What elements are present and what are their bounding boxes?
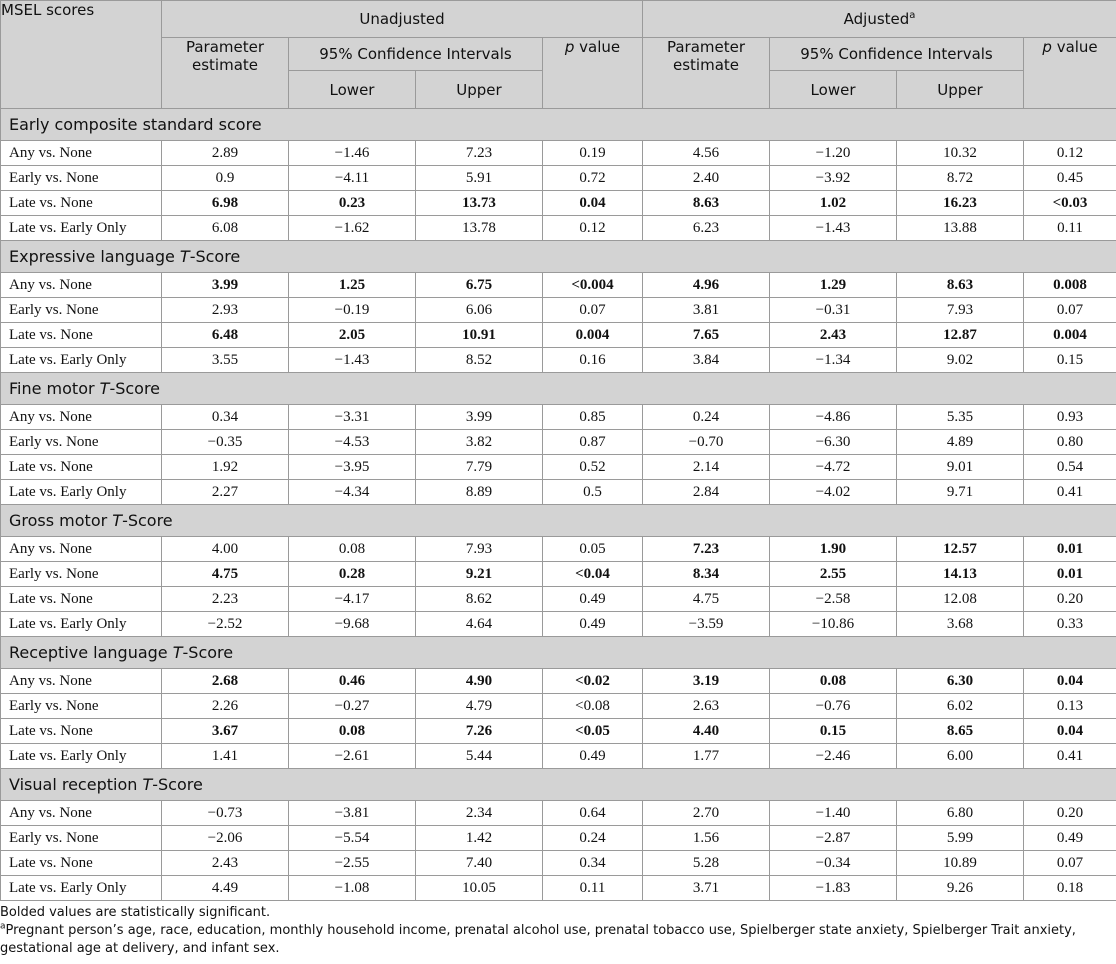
table-cell: 0.49 xyxy=(543,587,643,612)
table-cell: 2.27 xyxy=(162,480,289,505)
table-row xyxy=(1,826,1116,851)
table-cell: 2.43 xyxy=(770,323,897,348)
table-row xyxy=(1,348,1116,373)
table-cell: −10.86 xyxy=(770,612,897,637)
comparison-label: Late vs. None xyxy=(1,851,162,876)
table-cell: 1.92 xyxy=(162,455,289,480)
section-header-row xyxy=(1,505,1116,537)
unadj-lower-header: Lower xyxy=(289,71,416,109)
table-cell: 0.08 xyxy=(289,537,416,562)
table-row xyxy=(1,191,1116,216)
table-cell: 4.56 xyxy=(643,141,770,166)
table-cell: −4.11 xyxy=(289,166,416,191)
table-cell: 0.01 xyxy=(1024,562,1116,587)
table-row xyxy=(1,166,1116,191)
section-title xyxy=(1,109,1116,141)
section-title-text: Early composite standard score xyxy=(9,115,262,134)
unadj-p-header xyxy=(543,38,643,109)
table-cell: 6.08 xyxy=(162,216,289,241)
table-cell: 2.55 xyxy=(770,562,897,587)
table-cell: −9.68 xyxy=(289,612,416,637)
table-cell: 5.44 xyxy=(416,744,543,769)
table-cell: −4.86 xyxy=(770,405,897,430)
table-cell: 3.67 xyxy=(162,719,289,744)
table-cell: −1.46 xyxy=(289,141,416,166)
table-cell: −5.54 xyxy=(289,826,416,851)
comparison-label: Early vs. None xyxy=(1,298,162,323)
unadjusted-header xyxy=(162,1,643,38)
table-cell: 0.64 xyxy=(543,801,643,826)
table-row xyxy=(1,694,1116,719)
unadj-ci-header: 95% Confidence Intervals xyxy=(289,38,543,71)
table-cell: −4.17 xyxy=(289,587,416,612)
table-cell: 8.63 xyxy=(897,273,1024,298)
table-cell: 0.28 xyxy=(289,562,416,587)
table-cell: 2.89 xyxy=(162,141,289,166)
table-cell: <0.03 xyxy=(1024,191,1116,216)
comparison-label: Early vs. None xyxy=(1,166,162,191)
table-cell: −2.06 xyxy=(162,826,289,851)
comparison-label: Early vs. None xyxy=(1,562,162,587)
section-title-suffix: -Score xyxy=(122,511,173,530)
section-title-italic: T xyxy=(172,643,183,662)
table-cell: 0.08 xyxy=(770,669,897,694)
table-cell: 0.12 xyxy=(543,216,643,241)
table-cell: 0.01 xyxy=(1024,537,1116,562)
table-cell: 7.23 xyxy=(643,537,770,562)
table-cell: 3.81 xyxy=(643,298,770,323)
adj-upper-header: Upper xyxy=(897,71,1024,109)
table-cell: 0.72 xyxy=(543,166,643,191)
table-cell: 2.40 xyxy=(643,166,770,191)
table-row xyxy=(1,562,1116,587)
table-row xyxy=(1,273,1116,298)
table-cell: <0.004 xyxy=(543,273,643,298)
table-cell: 5.28 xyxy=(643,851,770,876)
p-rest: value xyxy=(1051,38,1098,56)
table-cell: 0.34 xyxy=(543,851,643,876)
table-body xyxy=(1,109,1116,901)
table-cell: −0.70 xyxy=(643,430,770,455)
table-cell: 0.54 xyxy=(1024,455,1116,480)
table-cell: −0.27 xyxy=(289,694,416,719)
table-cell: 10.89 xyxy=(897,851,1024,876)
section-title-text: Gross motor xyxy=(9,511,113,530)
comparison-label: Any vs. None xyxy=(1,537,162,562)
table-cell: 0.52 xyxy=(543,455,643,480)
section-title-italic: T xyxy=(112,511,123,530)
table-cell: 0.12 xyxy=(1024,141,1116,166)
table-cell: 0.04 xyxy=(1024,669,1116,694)
table-cell: 0.20 xyxy=(1024,801,1116,826)
table-cell: −1.34 xyxy=(770,348,897,373)
table-cell: 7.93 xyxy=(416,537,543,562)
table-row xyxy=(1,851,1116,876)
table-cell: −4.72 xyxy=(770,455,897,480)
table-cell: 1.90 xyxy=(770,537,897,562)
comparison-label: Late vs. Early Only xyxy=(1,480,162,505)
table-cell: −2.87 xyxy=(770,826,897,851)
unadj-param-header xyxy=(162,38,289,109)
table-cell: 0.49 xyxy=(543,612,643,637)
table-row xyxy=(1,480,1116,505)
table-cell: 0.5 xyxy=(543,480,643,505)
table-cell: 0.49 xyxy=(1024,826,1116,851)
table-cell: 9.71 xyxy=(897,480,1024,505)
table-cell: −4.34 xyxy=(289,480,416,505)
table-cell: 0.87 xyxy=(543,430,643,455)
table-cell: 2.84 xyxy=(643,480,770,505)
table-cell: 0.20 xyxy=(1024,587,1116,612)
table-cell: 9.21 xyxy=(416,562,543,587)
table-cell: 2.70 xyxy=(643,801,770,826)
comparison-label: Late vs. None xyxy=(1,455,162,480)
table-row xyxy=(1,405,1116,430)
table-cell: 7.65 xyxy=(643,323,770,348)
table-row xyxy=(1,801,1116,826)
section-header-row xyxy=(1,373,1116,405)
comparison-label: Late vs. None xyxy=(1,191,162,216)
table-cell: 6.80 xyxy=(897,801,1024,826)
table-cell: 3.99 xyxy=(416,405,543,430)
table-row xyxy=(1,141,1116,166)
section-title-italic: T xyxy=(99,379,110,398)
table-cell: 10.32 xyxy=(897,141,1024,166)
table-cell: 4.79 xyxy=(416,694,543,719)
comparison-label: Early vs. None xyxy=(1,430,162,455)
adj-ci-header: 95% Confidence Intervals xyxy=(770,38,1024,71)
table-cell: 1.77 xyxy=(643,744,770,769)
table-cell: −3.31 xyxy=(289,405,416,430)
table-cell: 12.87 xyxy=(897,323,1024,348)
table-cell: 0.46 xyxy=(289,669,416,694)
table-cell: 0.004 xyxy=(543,323,643,348)
section-header-row xyxy=(1,769,1116,801)
section-title-suffix: -Score xyxy=(182,643,234,662)
comparison-label: Late vs. None xyxy=(1,587,162,612)
table-cell: 4.89 xyxy=(897,430,1024,455)
table-cell: 7.40 xyxy=(416,851,543,876)
table-cell: 10.91 xyxy=(416,323,543,348)
table-cell: 4.75 xyxy=(643,587,770,612)
table-cell: −2.61 xyxy=(289,744,416,769)
table-cell: 3.19 xyxy=(643,669,770,694)
footnote-a xyxy=(0,922,1116,958)
table-cell: 6.06 xyxy=(416,298,543,323)
table-cell: 0.34 xyxy=(162,405,289,430)
comparison-label: Early vs. None xyxy=(1,694,162,719)
comparison-label: Any vs. None xyxy=(1,801,162,826)
table-cell: 8.62 xyxy=(416,587,543,612)
table-cell: 3.71 xyxy=(643,876,770,901)
table-cell: 9.01 xyxy=(897,455,1024,480)
section-title xyxy=(1,769,1116,801)
table-cell: 13.88 xyxy=(897,216,1024,241)
table-cell: −2.46 xyxy=(770,744,897,769)
section-title xyxy=(1,505,1116,537)
section-header-row xyxy=(1,241,1116,273)
comparison-label: Any vs. None xyxy=(1,669,162,694)
section-header-row xyxy=(1,109,1116,141)
table-cell: 8.52 xyxy=(416,348,543,373)
param-line1: Parameter xyxy=(666,38,746,56)
table-cell: 0.18 xyxy=(1024,876,1116,901)
table-cell: 0.07 xyxy=(1024,298,1116,323)
table-cell: 6.23 xyxy=(643,216,770,241)
table-cell: 0.07 xyxy=(543,298,643,323)
table-cell: 0.05 xyxy=(543,537,643,562)
table-cell: <0.08 xyxy=(543,694,643,719)
table-cell: 6.48 xyxy=(162,323,289,348)
section-title-italic: T xyxy=(179,247,190,266)
table-cell: −2.58 xyxy=(770,587,897,612)
table-cell: −3.95 xyxy=(289,455,416,480)
footnote-a-text: Pregnant person’s age, race, education, monthly household income, prenatal alcohol use, prenatal tobacco use, Spielberger state anxiety, Spielberger Trait anxiety, gestational age at delivery, and infant sex. xyxy=(0,923,1076,956)
table-cell: 8.72 xyxy=(897,166,1024,191)
table-cell: 2.26 xyxy=(162,694,289,719)
table-cell: <0.04 xyxy=(543,562,643,587)
table-cell: −0.19 xyxy=(289,298,416,323)
table-cell: 3.82 xyxy=(416,430,543,455)
table-cell: <0.05 xyxy=(543,719,643,744)
comparison-label: Late vs. Early Only xyxy=(1,216,162,241)
table-cell: 3.55 xyxy=(162,348,289,373)
table-cell: 0.19 xyxy=(543,141,643,166)
table-cell: −1.43 xyxy=(289,348,416,373)
comparison-label: Late vs. Early Only xyxy=(1,612,162,637)
table-cell: 3.99 xyxy=(162,273,289,298)
table-cell: 3.68 xyxy=(897,612,1024,637)
section-title xyxy=(1,241,1116,273)
adjusted-header xyxy=(643,1,1116,38)
unadj-upper-header: Upper xyxy=(416,71,543,109)
table-cell: 7.79 xyxy=(416,455,543,480)
adjusted-footnote-marker: a xyxy=(909,10,916,21)
comparison-label: Late vs. Early Only xyxy=(1,348,162,373)
table-cell: 5.35 xyxy=(897,405,1024,430)
table-row xyxy=(1,298,1116,323)
section-title xyxy=(1,373,1116,405)
table-row xyxy=(1,876,1116,901)
table-cell: 0.11 xyxy=(1024,216,1116,241)
table-cell: 2.63 xyxy=(643,694,770,719)
table-cell: <0.02 xyxy=(543,669,643,694)
table-cell: 0.04 xyxy=(543,191,643,216)
table-cell: 4.75 xyxy=(162,562,289,587)
table-cell: 4.49 xyxy=(162,876,289,901)
table-cell: 2.05 xyxy=(289,323,416,348)
table-cell: −2.55 xyxy=(289,851,416,876)
table-cell: 2.23 xyxy=(162,587,289,612)
section-title-text: Visual reception xyxy=(9,775,143,794)
table-cell: 4.90 xyxy=(416,669,543,694)
section-title-text: Receptive language xyxy=(9,643,173,662)
table-cell: 0.41 xyxy=(1024,480,1116,505)
table-cell: 2.34 xyxy=(416,801,543,826)
table-cell: −1.62 xyxy=(289,216,416,241)
table-cell: 4.64 xyxy=(416,612,543,637)
table-cell: 4.96 xyxy=(643,273,770,298)
section-title-italic: T xyxy=(142,775,153,794)
comparison-label: Late vs. Early Only xyxy=(1,876,162,901)
param-line2: estimate xyxy=(673,56,740,74)
table-cell: −4.02 xyxy=(770,480,897,505)
table-cell: −1.20 xyxy=(770,141,897,166)
table-cell: 0.33 xyxy=(1024,612,1116,637)
comparison-label: Any vs. None xyxy=(1,273,162,298)
table-cell: 8.34 xyxy=(643,562,770,587)
table-cell: −1.43 xyxy=(770,216,897,241)
section-title xyxy=(1,637,1116,669)
table-cell: 1.29 xyxy=(770,273,897,298)
table-cell: −3.59 xyxy=(643,612,770,637)
table-cell: 0.08 xyxy=(289,719,416,744)
table-cell: −0.73 xyxy=(162,801,289,826)
table-cell: −0.76 xyxy=(770,694,897,719)
footnote-bolded: Bolded values are statistically significant. xyxy=(0,905,271,920)
table-cell: −0.35 xyxy=(162,430,289,455)
table-cell: 0.23 xyxy=(289,191,416,216)
table-cell: 8.63 xyxy=(643,191,770,216)
section-title-suffix: -Score xyxy=(109,379,161,398)
table-cell: 9.02 xyxy=(897,348,1024,373)
table-header xyxy=(1,1,1116,109)
table-cell: −4.53 xyxy=(289,430,416,455)
table-cell: −1.83 xyxy=(770,876,897,901)
table-cell: 6.98 xyxy=(162,191,289,216)
table-cell: 12.08 xyxy=(897,587,1024,612)
table-row xyxy=(1,587,1116,612)
section-title-text: Expressive language xyxy=(9,247,180,266)
table-cell: −0.34 xyxy=(770,851,897,876)
comparison-label: Late vs. None xyxy=(1,719,162,744)
table-cell: 4.00 xyxy=(162,537,289,562)
table-cell: 7.93 xyxy=(897,298,1024,323)
table-cell: 7.26 xyxy=(416,719,543,744)
table-cell: 3.84 xyxy=(643,348,770,373)
adjusted-label: Adjusted xyxy=(843,10,910,28)
table-cell: −2.52 xyxy=(162,612,289,637)
table-cell: 0.24 xyxy=(543,826,643,851)
table-cell: 0.07 xyxy=(1024,851,1116,876)
table-cell: 2.43 xyxy=(162,851,289,876)
table-cell: 6.75 xyxy=(416,273,543,298)
table-cell: −1.08 xyxy=(289,876,416,901)
table-cell: 0.004 xyxy=(1024,323,1116,348)
table-cell: 6.00 xyxy=(897,744,1024,769)
param-line2: estimate xyxy=(191,56,258,74)
table-cell: 2.68 xyxy=(162,669,289,694)
table-cell: 0.93 xyxy=(1024,405,1116,430)
table-cell: 0.45 xyxy=(1024,166,1116,191)
footnote-a-marker: a xyxy=(0,921,6,932)
section-title-suffix: -Score xyxy=(189,247,241,266)
table-cell: 12.57 xyxy=(897,537,1024,562)
table-cell: 1.41 xyxy=(162,744,289,769)
table-cell: 0.11 xyxy=(543,876,643,901)
table-cell: 1.56 xyxy=(643,826,770,851)
table-cell: 0.15 xyxy=(770,719,897,744)
table-cell: 0.008 xyxy=(1024,273,1116,298)
table-cell: 0.04 xyxy=(1024,719,1116,744)
table-cell: 0.85 xyxy=(543,405,643,430)
table-cell: 6.02 xyxy=(897,694,1024,719)
p-rest: value xyxy=(574,38,621,56)
p-italic: p xyxy=(1042,38,1052,56)
table-cell: 13.78 xyxy=(416,216,543,241)
adj-lower-header: Lower xyxy=(770,71,897,109)
table-row xyxy=(1,430,1116,455)
section-title-text: Fine motor xyxy=(9,379,100,398)
table-cell: −6.30 xyxy=(770,430,897,455)
table-row xyxy=(1,744,1116,769)
table-row xyxy=(1,669,1116,694)
table-cell: 0.49 xyxy=(543,744,643,769)
adj-p-header xyxy=(1024,38,1116,109)
unadjusted-label: Unadjusted xyxy=(359,10,445,28)
comparison-label: Any vs. None xyxy=(1,141,162,166)
comparison-label: Any vs. None xyxy=(1,405,162,430)
table-cell: 9.26 xyxy=(897,876,1024,901)
table-row xyxy=(1,612,1116,637)
comparison-label: Late vs. Early Only xyxy=(1,744,162,769)
section-header-row xyxy=(1,637,1116,669)
table-cell: 2.93 xyxy=(162,298,289,323)
table-row xyxy=(1,719,1116,744)
param-line1: Parameter xyxy=(185,38,265,56)
table-cell: 1.42 xyxy=(416,826,543,851)
table-cell: 5.91 xyxy=(416,166,543,191)
table-cell: 6.30 xyxy=(897,669,1024,694)
table-cell: 5.99 xyxy=(897,826,1024,851)
table-row xyxy=(1,216,1116,241)
table-cell: −3.92 xyxy=(770,166,897,191)
table-cell: 4.40 xyxy=(643,719,770,744)
table-cell: 0.16 xyxy=(543,348,643,373)
table-cell: 14.13 xyxy=(897,562,1024,587)
table-row xyxy=(1,323,1116,348)
table-cell: −1.40 xyxy=(770,801,897,826)
table-row xyxy=(1,537,1116,562)
table-cell: 10.05 xyxy=(416,876,543,901)
table-cell: 8.65 xyxy=(897,719,1024,744)
table-cell: 16.23 xyxy=(897,191,1024,216)
table-cell: 1.02 xyxy=(770,191,897,216)
comparison-label: Early vs. None xyxy=(1,826,162,851)
table-cell: 0.24 xyxy=(643,405,770,430)
table-cell: 7.23 xyxy=(416,141,543,166)
table-cell: 0.13 xyxy=(1024,694,1116,719)
table-cell: 2.14 xyxy=(643,455,770,480)
p-italic: p xyxy=(564,38,575,56)
table-cell: 0.9 xyxy=(162,166,289,191)
table-cell: 13.73 xyxy=(416,191,543,216)
table-cell: 0.80 xyxy=(1024,430,1116,455)
table-cell: 1.25 xyxy=(289,273,416,298)
msel-scores-header: MSEL scores xyxy=(1,1,162,109)
table-cell: −3.81 xyxy=(289,801,416,826)
section-title-suffix: -Score xyxy=(152,775,203,794)
table-cell: 0.15 xyxy=(1024,348,1116,373)
table-row xyxy=(1,455,1116,480)
table-footnotes xyxy=(0,904,1116,958)
table-cell: 0.41 xyxy=(1024,744,1116,769)
table-cell: 8.89 xyxy=(416,480,543,505)
table-cell: −0.31 xyxy=(770,298,897,323)
comparison-label: Late vs. None xyxy=(1,323,162,348)
adj-param-header xyxy=(643,38,770,109)
